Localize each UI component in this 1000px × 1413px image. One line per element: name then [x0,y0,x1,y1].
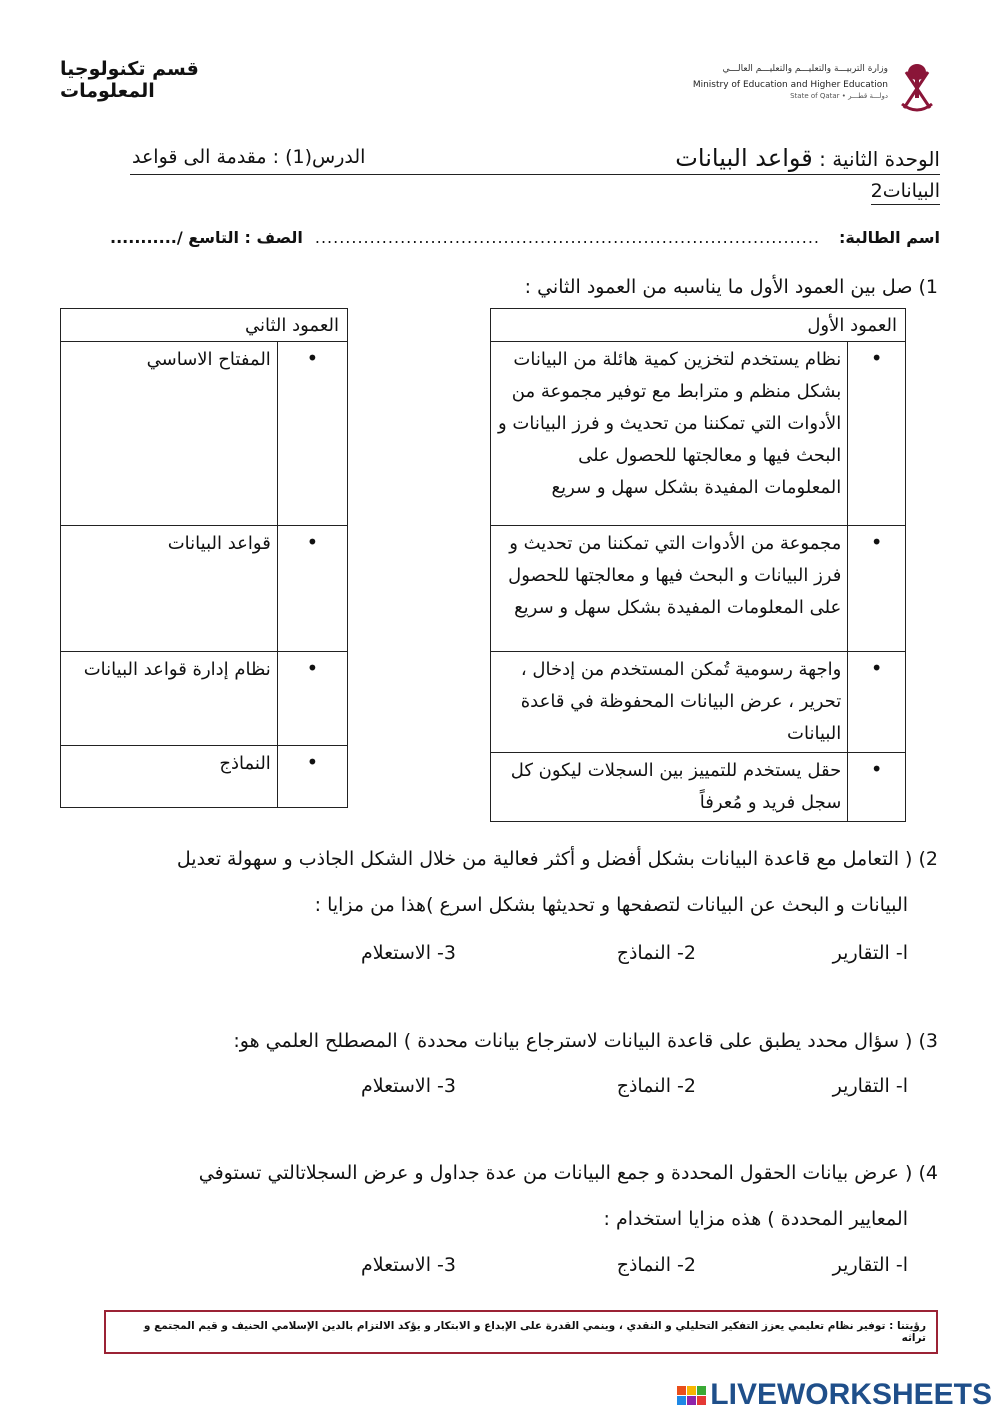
column-one-table [490,308,906,822]
col1-bullet-4[interactable]: • [848,753,906,822]
q4-option-reports[interactable]: ا- التقارير [832,1254,908,1276]
q3-option-forms[interactable]: 2- النماذج [616,1075,696,1097]
col2-item-2: قواعد البيانات [61,526,278,652]
question-2-line-1: 2) ( التعامل مع قاعدة البيانات بشكل أفضل و أكثر فعالية من خلال الشكل الجاذب و سهولة تعديل [176,848,938,870]
liveworksheets-wordmark: LIVEWORKSHEETS [710,1378,992,1411]
col1-item-2: مجموعة من الأدوات التي تمكننا من تحديث و فرز البيانات و البحث فيها و معالجتها للحصول على المعلومات المفيدة بشكل سهل و سريع [491,526,848,652]
col2-bullet-1[interactable]: • [277,342,347,526]
student-name-blank[interactable]: ................................................................................... [314,228,820,247]
ministry-state: State of Qatar • دولـــة قطـــر [790,92,888,100]
department-title: قسم تكنولوجيا المعلومات [60,58,199,102]
col1-item-1: نظام يستخدم لتخزين كمية هائلة من البيانات بشكل منظم و مترابط مع توفير مجموعة من الأدوات التي تمكننا من تحديث و فرز البيانات و البحث فيها و معالجتها للحصول على المعلومات المفيدة بشكل سهل و سريع [491,342,848,526]
col1-bullet-2[interactable]: • [848,526,906,652]
ministry-emblem-icon [894,58,940,114]
column-two-header: العمود الثاني [61,309,348,342]
col1-bullet-1[interactable]: • [848,342,906,526]
col2-bullet-4[interactable]: • [277,746,347,808]
col2-bullet-3[interactable]: • [277,652,347,746]
q3-option-reports[interactable]: ا- التقارير [832,1075,908,1097]
unit-name: قواعد البيانات [675,144,813,172]
vision-statement-box: رؤيتنا : توفير نظام تعليمي يعزز التفكير التحليلي و النقدي ، وينمي القدرة على الإبداع و الابتكار و يؤكد الالتزام بالدين الإسلامي الحنيف و قيم المجتمع و تراثه [104,1310,938,1354]
unit-title: الوحدة الثانية : قواعد البيانات [675,144,940,172]
col2-item-3: نظام إدارة قواعد البيانات [61,652,278,746]
column-one-header: العمود الأول [491,309,906,342]
q2-option-forms[interactable]: 2- النماذج [616,942,696,964]
lesson-title-continued: البيانات2 [871,180,940,205]
col2-item-1: المفتاح الاساسي [61,342,278,526]
question-4-line-2: المعايير المحددة ) هذه مزايا استخدام : [603,1208,908,1230]
class-label[interactable]: الصف : التاسع /........... [110,228,303,247]
col1-bullet-3[interactable]: • [848,652,906,753]
liveworksheets-logo-icon [677,1386,706,1405]
col1-item-4: حقل يستخدم للتمييز بين السجلات ليكون كل سجل فريد و مُعرفاً [491,753,848,822]
ministry-name-arabic: وزارة التربيـــة والتعليـــم والتعليـــم العالـــي [722,64,888,74]
lesson-title: الدرس(1) : مقدمة الى قواعد [132,146,366,168]
student-name-label: اسم الطالبة: [838,228,940,247]
col2-bullet-2[interactable]: • [277,526,347,652]
q2-option-reports[interactable]: ا- التقارير [832,942,908,964]
q4-option-forms[interactable]: 2- النماذج [616,1254,696,1276]
col2-item-4: النماذج [61,746,278,808]
column-two-table [60,308,348,808]
q2-option-query[interactable]: 3- الاستعلام [360,942,456,964]
unit-title-row [130,140,940,175]
q4-option-query[interactable]: 3- الاستعلام [360,1254,456,1276]
q3-option-query[interactable]: 3- الاستعلام [360,1075,456,1097]
question-4-line-1: 4) ( عرض بيانات الحقول المحددة و جمع البيانات من عدة جداول و عرض السجلاتالتي تستوفي [198,1162,938,1184]
question-3-text: 3) ( سؤال محدد يطبق على قاعدة البيانات لاسترجاع بيانات محددة ) المصطلح العلمي هو: [233,1030,938,1052]
ministry-name-english: Ministry of Education and Higher Education [692,80,888,90]
question-1-text: 1) صل بين العمود الأول ما يناسبه من العمود الثاني : [524,276,938,298]
col1-item-3: واجهة رسومية تُمكن المستخدم من إدخال ، تحرير ، عرض البيانات المحفوظة في قاعدة البيانات [491,652,848,753]
liveworksheets-brand[interactable] [677,1378,992,1412]
question-2-line-2: البيانات و البحث عن البيانات لتصفحها و تحديثها بشكل اسرع )هذا من مزايا : [314,894,908,916]
ministry-logo-block [690,58,940,118]
